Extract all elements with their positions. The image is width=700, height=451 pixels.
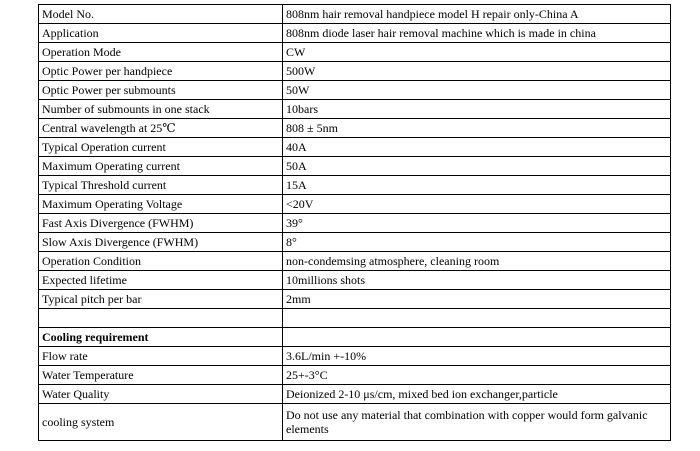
row-value: 39° xyxy=(283,214,671,233)
row-value: Deionized 2-10 μs/cm, mixed bed ion exchanger,particle xyxy=(283,385,671,404)
row-label: Model No. xyxy=(39,5,283,24)
row-value: 808nm diode laser hair removal machine which is made in china xyxy=(283,24,671,43)
table-row xyxy=(39,347,671,366)
empty-row xyxy=(39,309,671,328)
cooling-requirement-heading: Cooling requirement xyxy=(39,328,283,347)
row-label: cooling system xyxy=(39,404,283,441)
table-row xyxy=(39,119,671,138)
row-label: Optic Power per submounts xyxy=(39,81,283,100)
row-value: Do not use any material that combination with copper would form galvanic elements xyxy=(283,404,671,441)
table-row xyxy=(39,252,671,271)
table-row xyxy=(39,43,671,62)
table-row xyxy=(39,366,671,385)
row-label: Typical Operation current xyxy=(39,138,283,157)
row-label: Operation Mode xyxy=(39,43,283,62)
row-label: Optic Power per handpiece xyxy=(39,62,283,81)
spec-table xyxy=(38,4,671,441)
table-row xyxy=(39,81,671,100)
row-label: Maximum Operating Voltage xyxy=(39,195,283,214)
table-row xyxy=(39,157,671,176)
table-row xyxy=(39,385,671,404)
row-value: 25+-3°C xyxy=(283,366,671,385)
row-value: 808 ± 5nm xyxy=(283,119,671,138)
table-row xyxy=(39,138,671,157)
row-value: 40A xyxy=(283,138,671,157)
table-row xyxy=(39,214,671,233)
table-row xyxy=(39,24,671,43)
row-label: Typical pitch per bar xyxy=(39,290,283,309)
row-label: Fast Axis Divergence (FWHM) xyxy=(39,214,283,233)
section-header-row xyxy=(39,328,671,347)
row-label: Maximum Operating current xyxy=(39,157,283,176)
row-label: Slow Axis Divergence (FWHM) xyxy=(39,233,283,252)
row-value: non-condemsing atmosphere, cleaning room xyxy=(283,252,671,271)
row-value: CW xyxy=(283,43,671,62)
table-row xyxy=(39,290,671,309)
empty-cell xyxy=(283,309,671,328)
row-value: 50A xyxy=(283,157,671,176)
row-label: Operation Condition xyxy=(39,252,283,271)
table-row xyxy=(39,62,671,81)
table-row xyxy=(39,176,671,195)
row-value: 10millions shots xyxy=(283,271,671,290)
row-value: 808nm hair removal handpiece model H repair only-China A xyxy=(283,5,671,24)
row-label: Typical Threshold current xyxy=(39,176,283,195)
row-label: Application xyxy=(39,24,283,43)
row-label: Central wavelength at 25℃ xyxy=(39,119,283,138)
table-row xyxy=(39,271,671,290)
table-row xyxy=(39,404,671,441)
table-row xyxy=(39,100,671,119)
row-value: 8° xyxy=(283,233,671,252)
table-row xyxy=(39,5,671,24)
row-value: <20V xyxy=(283,195,671,214)
row-label: Water Quality xyxy=(39,385,283,404)
row-label: Number of submounts in one stack xyxy=(39,100,283,119)
table-row xyxy=(39,195,671,214)
row-value: 15A xyxy=(283,176,671,195)
row-value: 10bars xyxy=(283,100,671,119)
row-label: Expected lifetime xyxy=(39,271,283,290)
row-value: 3.6L/min +-10% xyxy=(283,347,671,366)
empty-cell xyxy=(283,328,671,347)
empty-cell xyxy=(39,309,283,328)
row-label: Water Temperature xyxy=(39,366,283,385)
row-value: 500W xyxy=(283,62,671,81)
row-value: 50W xyxy=(283,81,671,100)
table-row xyxy=(39,233,671,252)
row-value: 2mm xyxy=(283,290,671,309)
row-label: Flow rate xyxy=(39,347,283,366)
